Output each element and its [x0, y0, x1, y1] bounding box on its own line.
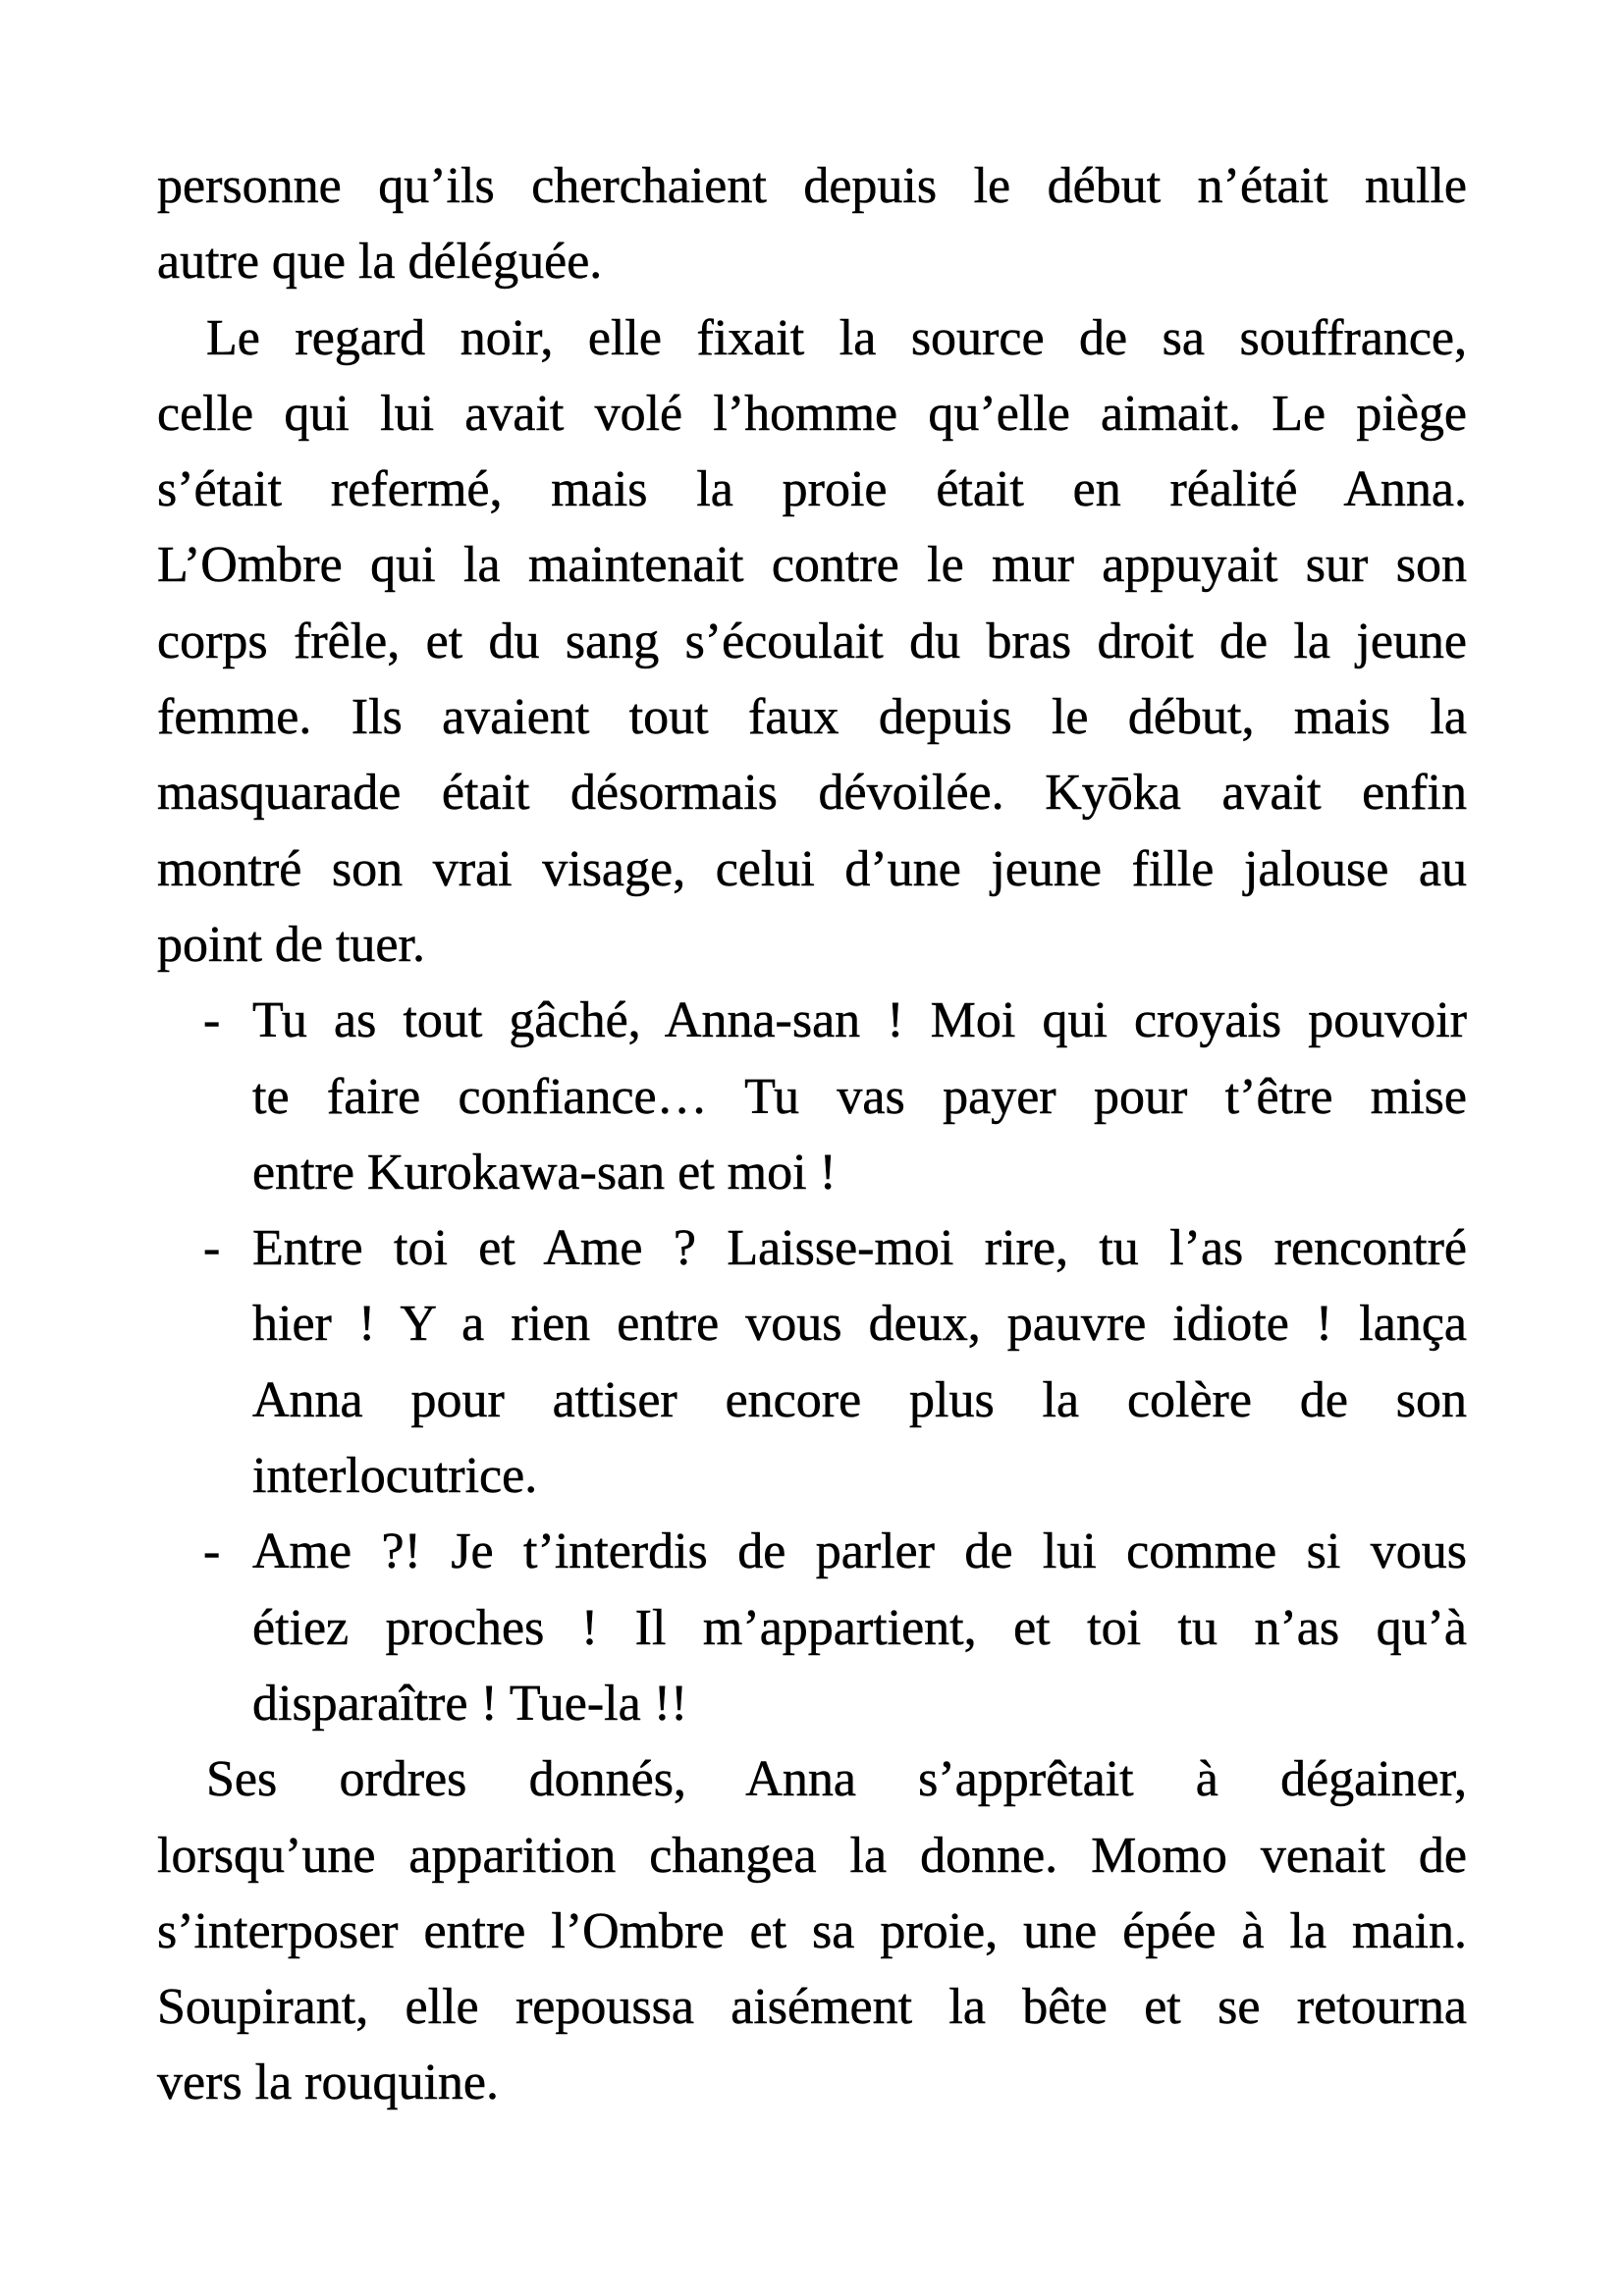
text-line: Le regard noir, elle fixait la source de sa souffrance, — [206, 309, 1467, 366]
text-line: interlocutrice. — [252, 1448, 538, 1505]
text-line: femme. Ils avaient tout faux depuis le début, mais la — [157, 689, 1467, 746]
text-line: entre Kurokawa-san et moi ! — [252, 1144, 837, 1201]
paragraph — [157, 1741, 1467, 2120]
text-line: te faire confiance… Tu vas payer pour t’être mise — [252, 1068, 1467, 1125]
text-line: autre que la déléguée. — [157, 234, 603, 291]
bullet-dash: - — [203, 1523, 221, 1580]
text-line: Soupirant, elle repoussa aisément la bête et se retourna — [157, 1979, 1467, 2036]
text-line: personne qu’ils cherchaient depuis le début n’était nulle — [157, 158, 1467, 214]
paragraph — [157, 148, 1467, 300]
text-line: étiez proches ! Il m’appartient, et toi tu n’as qu’à — [252, 1599, 1467, 1656]
text-line: masquarade était désormais dévoilée. Kyōka avait enfin — [157, 765, 1467, 822]
text-line: corps frêle, et du sang s’écoulait du bras droit de la jeune — [157, 613, 1467, 669]
text-line: disparaître ! Tue-la !! — [252, 1675, 688, 1732]
bullet-dash: - — [203, 992, 221, 1049]
dialogue-paragraph — [157, 1514, 1467, 1741]
text-line: s’était refermé, mais la proie était en réalité Anna. — [157, 461, 1467, 518]
text-line-content: Tu as tout gâché, Anna-san ! Moi qui croyais pouvoir — [252, 992, 1467, 1049]
text-line-content: Ame ?! Je t’interdis de parler de lui comme si vous — [252, 1523, 1467, 1580]
text-line: hier ! Y a rien entre vous deux, pauvre idiote ! lança — [252, 1296, 1467, 1353]
text-line — [157, 983, 1467, 1058]
text-line: montré son vrai visage, celui d’une jeune fille jalouse au — [157, 840, 1467, 897]
text-line-content: Entre toi et Ame ? Laisse-moi rire, tu l’as rencontré — [252, 1220, 1467, 1277]
paragraph — [157, 300, 1467, 984]
text-line — [157, 1210, 1467, 1286]
text-line: L’Ombre qui la maintenait contre le mur appuyait sur son — [157, 537, 1467, 594]
text-line: s’interposer entre l’Ombre et sa proie, une épée à la main. — [157, 1902, 1467, 1959]
text-column — [157, 148, 1467, 2121]
text-line: lorsqu’une apparition changea la donne. Momo venait de — [157, 1827, 1467, 1884]
text-line — [157, 1514, 1467, 1589]
dialogue-paragraph — [157, 1210, 1467, 1514]
bullet-dash: - — [203, 1220, 221, 1277]
dialogue-paragraph — [157, 983, 1467, 1210]
text-line: Ses ordres donnés, Anna s’apprêtait à dégainer, — [206, 1751, 1467, 1808]
text-line: vers la rouquine. — [157, 2055, 500, 2111]
text-line: celle qui lui avait volé l’homme qu’elle aimait. Le piège — [157, 385, 1467, 442]
text-line: point de tuer. — [157, 916, 425, 973]
text-line: Anna pour attiser encore plus la colère de son — [252, 1371, 1467, 1428]
